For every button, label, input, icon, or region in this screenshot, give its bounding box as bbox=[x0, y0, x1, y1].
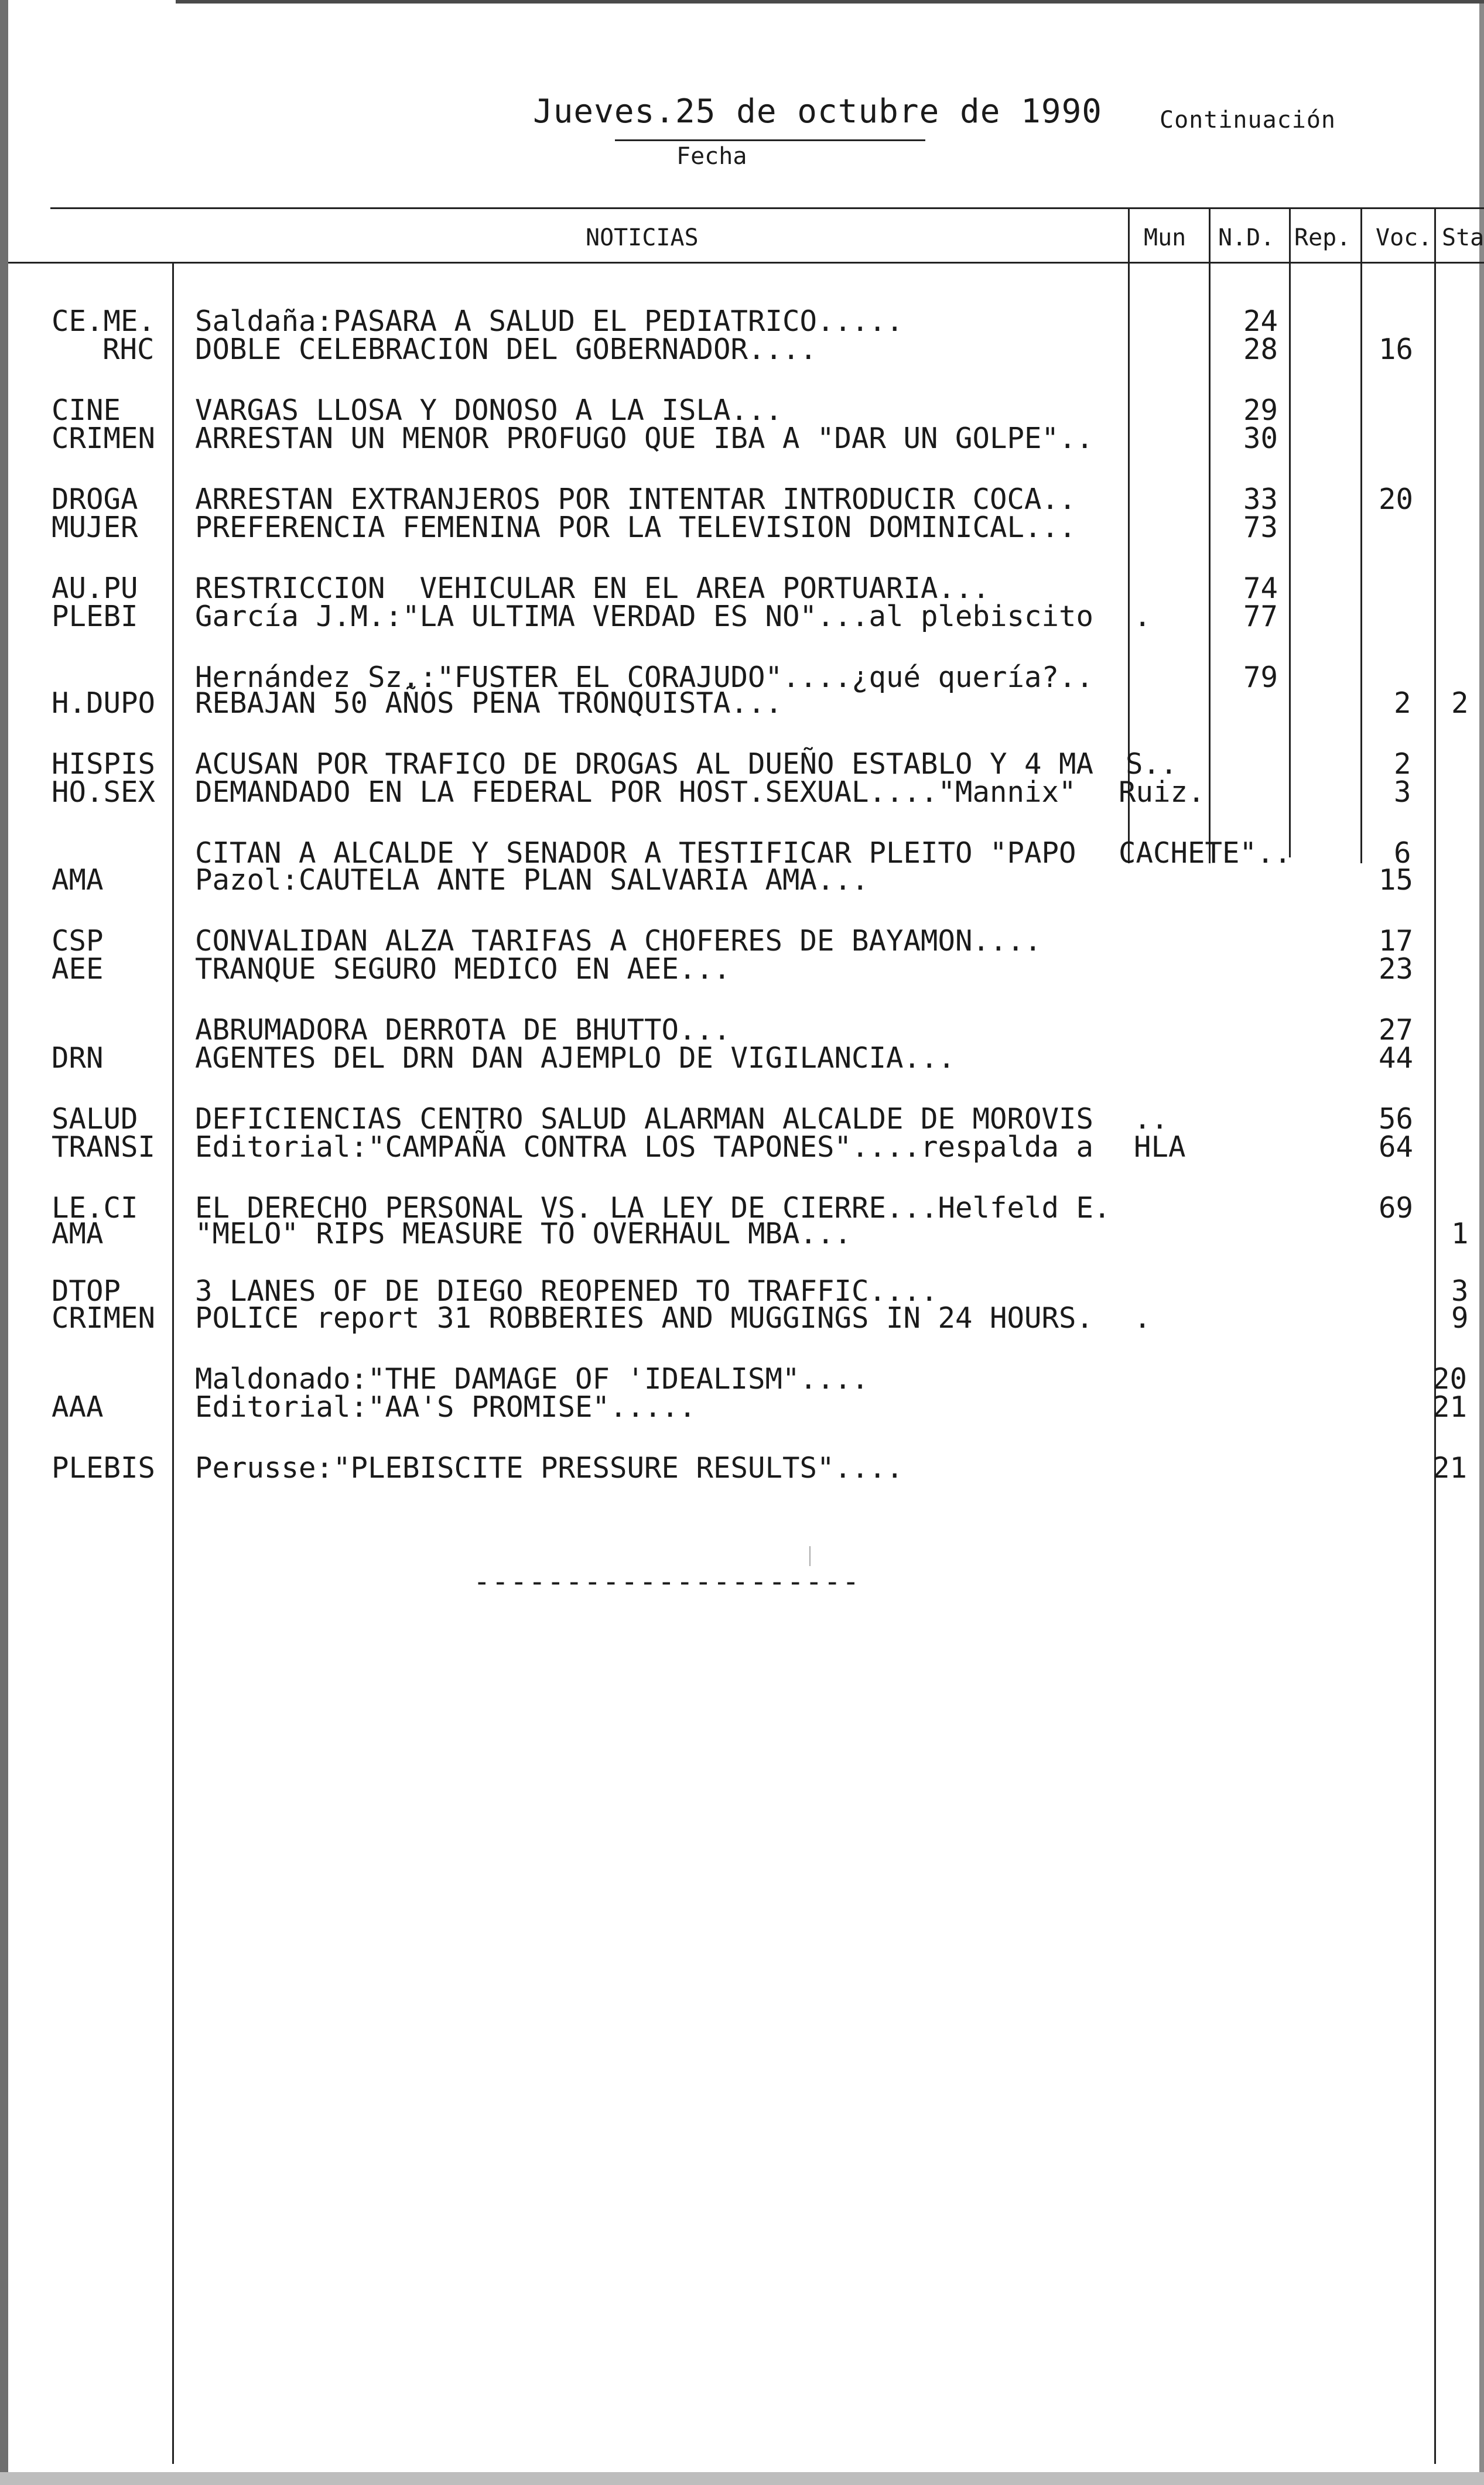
section-code: CE.ME. bbox=[52, 305, 156, 338]
headline: ACUSAN POR TRAFICO DE DROGAS AL DUEÑO ESTABLO Y 4 MA bbox=[195, 747, 1094, 781]
table-row bbox=[0, 1362, 1484, 1396]
section-code: TRANSI bbox=[52, 1130, 156, 1164]
voc-page: 20 bbox=[1379, 483, 1414, 516]
voc-page: 2 bbox=[1394, 686, 1411, 720]
headline: Editorial:"CAMPAÑA CONTRA LOS TAPONES"....respalda a bbox=[195, 1130, 1094, 1164]
nd-page: 28 bbox=[1243, 333, 1278, 366]
table-row bbox=[0, 747, 1484, 781]
column-header-voc: Voc. bbox=[1376, 224, 1432, 251]
voc-page: 15 bbox=[1379, 863, 1414, 897]
headline: CONVALIDAN ALZA TARIFAS A CHOFERES DE BAYAMON.... bbox=[195, 924, 1042, 958]
headline: Pazol:CAUTELA ANTE PLAN SALVARIA AMA... bbox=[195, 863, 869, 897]
headline: POLICE report 31 ROBBERIES AND MUGGINGS IN 24 HOURS. bbox=[195, 1301, 1094, 1335]
sta-page: 21 bbox=[1432, 1390, 1468, 1424]
section-code: AU.PU bbox=[52, 572, 138, 605]
table-row bbox=[0, 1301, 1484, 1335]
table-row bbox=[0, 1013, 1484, 1047]
voc-page: 27 bbox=[1379, 1013, 1414, 1047]
section-code: PLEBIS bbox=[52, 1451, 156, 1485]
table-row bbox=[0, 1102, 1484, 1136]
stray-mark bbox=[809, 1546, 811, 1566]
section-code: RHC bbox=[102, 333, 155, 366]
sta-page: 3 bbox=[1451, 1274, 1469, 1308]
headline: Maldonado:"THE DAMAGE OF 'IDEALISM".... bbox=[195, 1362, 869, 1396]
column-header-rep: Rep. bbox=[1294, 224, 1351, 251]
voc-page: 16 bbox=[1379, 333, 1414, 366]
table-row bbox=[0, 1390, 1484, 1424]
section-code: AEE bbox=[52, 952, 104, 986]
nd-page: 79 bbox=[1243, 661, 1278, 694]
headline: DEFICIENCIAS CENTRO SALUD ALARMAN ALCALDE DE MOROVIS bbox=[195, 1102, 1094, 1136]
table-row bbox=[0, 775, 1484, 809]
section-code: PLEBI bbox=[52, 600, 138, 633]
table-row bbox=[0, 305, 1484, 338]
header-bottom-rule bbox=[8, 262, 1484, 264]
headline: Perusse:"PLEBISCITE PRESSURE RESULTS".... bbox=[195, 1451, 904, 1485]
section-code: DROGA bbox=[52, 483, 138, 516]
voc-page: 69 bbox=[1379, 1191, 1414, 1225]
headline: DEMANDADO EN LA FEDERAL POR HOST.SEXUAL...."Mannix" bbox=[195, 775, 1094, 809]
section-code: CINE bbox=[52, 394, 121, 427]
section-code: AAA bbox=[52, 1390, 104, 1424]
table-row bbox=[0, 686, 1484, 720]
voc-page: 23 bbox=[1379, 952, 1414, 986]
headline: Editorial:"AA'S PROMISE"..... bbox=[195, 1390, 696, 1424]
headline: ARRESTAN EXTRANJEROS POR INTENTAR INTRODUCIR COCA.. bbox=[195, 483, 1076, 516]
table-row bbox=[0, 1274, 1484, 1308]
scan-edge-top bbox=[176, 0, 1484, 4]
voc-page: 64 bbox=[1379, 1130, 1414, 1164]
table-row bbox=[0, 394, 1484, 427]
headline: REBAJAN 50 AÑOS PENA TRONQUISTA... bbox=[195, 686, 783, 720]
headline: 3 LANES OF DE DIEGO REOPENED TO TRAFFIC.... bbox=[195, 1274, 938, 1308]
nd-page: 77 bbox=[1243, 600, 1278, 633]
table-row bbox=[0, 1217, 1484, 1250]
section-code: H.DUPO bbox=[52, 686, 156, 720]
section-code: HISPIS bbox=[52, 747, 156, 781]
nd-page: 33 bbox=[1243, 483, 1278, 516]
table-row bbox=[0, 422, 1484, 455]
mun-cell: HLA bbox=[1134, 1130, 1186, 1164]
continuation-label: Continuación bbox=[1160, 107, 1336, 134]
section-code: CRIMEN bbox=[52, 422, 156, 455]
section-code: CRIMEN bbox=[52, 1301, 156, 1335]
nd-page: 29 bbox=[1243, 394, 1278, 427]
table-row bbox=[0, 863, 1484, 897]
sta-page: 2 bbox=[1451, 686, 1469, 720]
mun-cell: .. bbox=[1134, 1102, 1169, 1136]
table-row bbox=[0, 661, 1484, 694]
section-code: CSP bbox=[52, 924, 104, 958]
headline: ARRESTAN UN MENOR PROFUGO QUE IBA A "DAR UN GOLPE".. bbox=[195, 422, 1094, 455]
column-header-sta: Sta bbox=[1442, 224, 1484, 251]
table-row bbox=[0, 1041, 1484, 1075]
sta-page: 21 bbox=[1432, 1451, 1468, 1485]
nd-page: 73 bbox=[1243, 511, 1278, 544]
section-code: DRN bbox=[52, 1041, 104, 1075]
headline: EL DERECHO PERSONAL VS. LA LEY DE CIERRE...Helfeld E. bbox=[195, 1191, 1111, 1225]
nd-page: 30 bbox=[1243, 422, 1278, 455]
column-header-noticias: NOTICIAS bbox=[586, 224, 699, 251]
scan-edge-bottom bbox=[0, 2472, 1484, 2485]
mun-cell: CACHETE".. bbox=[1119, 836, 1292, 870]
headline: "MELO" RIPS MEASURE TO OVERHAUL MBA... bbox=[195, 1217, 852, 1250]
sta-page: 1 bbox=[1451, 1217, 1469, 1250]
table-top-rule bbox=[50, 207, 1484, 209]
table-row bbox=[0, 483, 1484, 516]
fecha-label: Fecha bbox=[676, 143, 747, 170]
sta-page: 20 bbox=[1432, 1362, 1468, 1396]
column-header-mun: Mun bbox=[1144, 224, 1186, 251]
headline: Hernández Sz.:"FUSTER EL CORAJUDO"....¿qué quería?.. bbox=[195, 661, 1094, 694]
nd-page: 24 bbox=[1243, 305, 1278, 338]
nd-page: 74 bbox=[1243, 572, 1278, 605]
section-code: SALUD bbox=[52, 1102, 138, 1136]
table-row bbox=[0, 1191, 1484, 1225]
mun-cell: Ruiz. bbox=[1119, 775, 1205, 809]
headline: TRANQUE SEGURO MEDICO EN AEE... bbox=[195, 952, 731, 986]
section-code: MUJER bbox=[52, 511, 138, 544]
table-row bbox=[0, 836, 1484, 870]
mun-cell: . bbox=[1134, 600, 1151, 633]
voc-page: 3 bbox=[1394, 775, 1411, 809]
headline: VARGAS LLOSA Y DONOSO A LA ISLA... bbox=[195, 394, 783, 427]
end-separator: --------------------- bbox=[473, 1565, 861, 1598]
table-row bbox=[0, 1451, 1484, 1485]
column-header-nd: N.D. bbox=[1218, 224, 1275, 251]
voc-page: 6 bbox=[1394, 836, 1411, 870]
table-row bbox=[0, 600, 1484, 633]
table-row bbox=[0, 511, 1484, 544]
voc-page: 44 bbox=[1379, 1041, 1414, 1075]
headline: AGENTES DEL DRN DAN AJEMPLO DE VIGILANCIA... bbox=[195, 1041, 956, 1075]
headline: García J.M.:"LA ULTIMA VERDAD ES NO"...al plebiscito bbox=[195, 600, 1094, 633]
section-code: AMA bbox=[52, 1217, 104, 1250]
table-row bbox=[0, 333, 1484, 366]
table-row bbox=[0, 572, 1484, 605]
headline: Saldaña:PASARA A SALUD EL PEDIATRICO..... bbox=[195, 305, 904, 338]
mun-cell: . bbox=[1134, 1301, 1151, 1335]
section-code: HO.SEX bbox=[52, 775, 156, 809]
headline: ABRUMADORA DERROTA DE BHUTTO... bbox=[195, 1013, 731, 1047]
document-date: Jueves.25 de octubre de 1990 bbox=[533, 93, 1103, 131]
date-underline bbox=[615, 139, 925, 141]
voc-page: 17 bbox=[1379, 924, 1414, 958]
headline: CITAN A ALCALDE Y SENADOR A TESTIFICAR PLEITO "PAPO bbox=[195, 836, 1094, 870]
table-row bbox=[0, 924, 1484, 958]
sta-column-divider-left bbox=[1434, 207, 1436, 2464]
sta-page: 9 bbox=[1451, 1301, 1469, 1335]
headline: RESTRICCION VEHICULAR EN EL AREA PORTUARIA... bbox=[195, 572, 990, 605]
section-code: DTOP bbox=[52, 1274, 121, 1308]
voc-page: 2 bbox=[1394, 747, 1411, 781]
headline: DOBLE CELEBRACION DEL GOBERNADOR.... bbox=[195, 333, 818, 366]
section-code: LE.CI bbox=[52, 1191, 138, 1225]
section-code: AMA bbox=[52, 863, 104, 897]
mun-cell: S.. bbox=[1126, 747, 1178, 781]
voc-page: 56 bbox=[1379, 1102, 1414, 1136]
headline: PREFERENCIA FEMENINA POR LA TELEVISION DOMINICAL... bbox=[195, 511, 1076, 544]
table-row bbox=[0, 1130, 1484, 1164]
table-row bbox=[0, 952, 1484, 986]
